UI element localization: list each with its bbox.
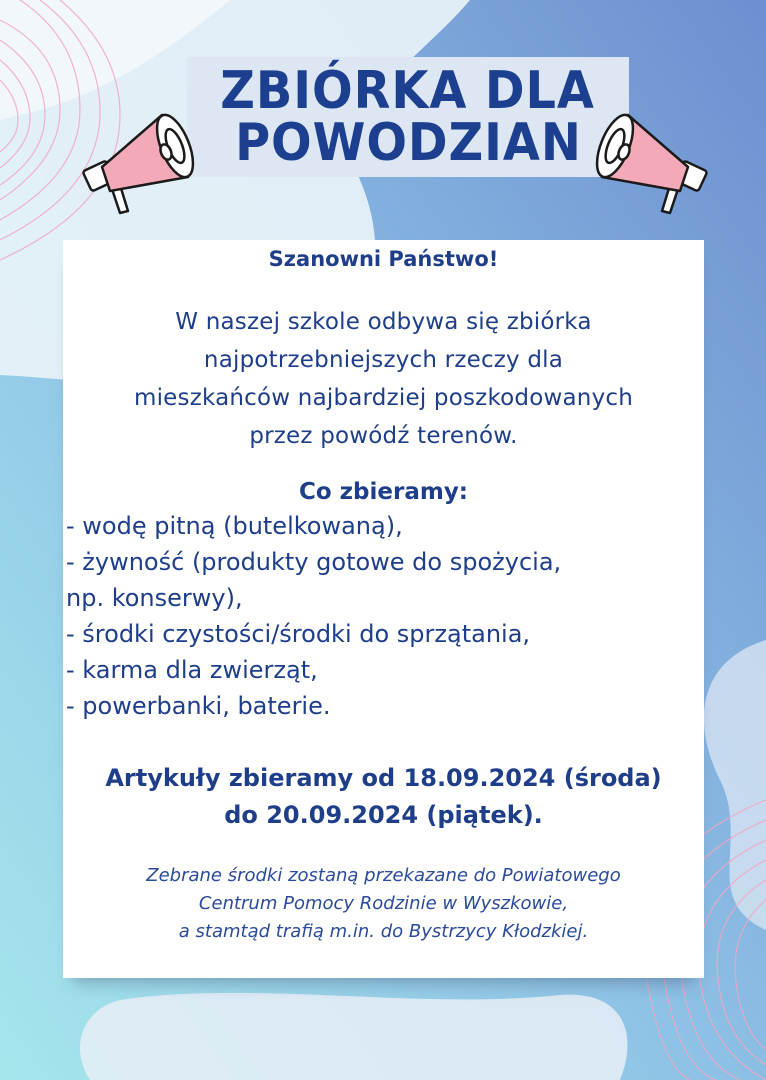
intro-paragraph bbox=[63, 303, 704, 455]
collect-heading: Co zbieramy: bbox=[298, 479, 469, 505]
note-line: a stamtąd trafią m.in. do Bystrzycy Kłodzkiej. bbox=[178, 921, 589, 942]
list-item: - wodę pitną (butelkowaną), bbox=[66, 512, 403, 540]
title-line-2: POWODZIAN bbox=[234, 113, 582, 173]
collection-dates bbox=[63, 760, 704, 834]
note-line: Centrum Pomocy Rodzinie w Wyszkowie, bbox=[198, 893, 569, 914]
list-item: - środki czystości/środki do sprzątania, bbox=[66, 620, 531, 648]
list-item: - karma dla zwierząt, bbox=[66, 656, 318, 684]
collect-list bbox=[66, 508, 704, 724]
list-item: - żywność (produkty gotowe do spożycia, bbox=[66, 548, 562, 576]
note-line: Zebrane środki zostaną przekazane do Powiatowego bbox=[146, 865, 621, 886]
megaphone-icon-left bbox=[80, 105, 200, 220]
title-banner bbox=[187, 57, 629, 177]
list-item: - powerbanki, baterie. bbox=[66, 692, 331, 720]
dates-line: do 20.09.2024 (piątek). bbox=[224, 801, 543, 829]
intro-line: W naszej szkole odbywa się zbiórka bbox=[175, 309, 592, 335]
transfer-note bbox=[63, 862, 704, 946]
intro-line: przez powódź terenów. bbox=[249, 423, 518, 449]
greeting: Szanowni Państwo! bbox=[268, 247, 499, 271]
dates-line: Artykuły zbieramy od 18.09.2024 (środa) bbox=[105, 764, 662, 792]
intro-line: najpotrzebniejszych rzeczy dla bbox=[203, 347, 564, 373]
content-card bbox=[63, 240, 704, 978]
megaphone-icon-right bbox=[590, 105, 710, 220]
list-item: np. konserwy), bbox=[66, 584, 243, 612]
intro-line: mieszkańców najbardziej poszkodowanych bbox=[133, 385, 634, 411]
title-line-1: ZBIÓRKA DLA bbox=[220, 61, 596, 121]
